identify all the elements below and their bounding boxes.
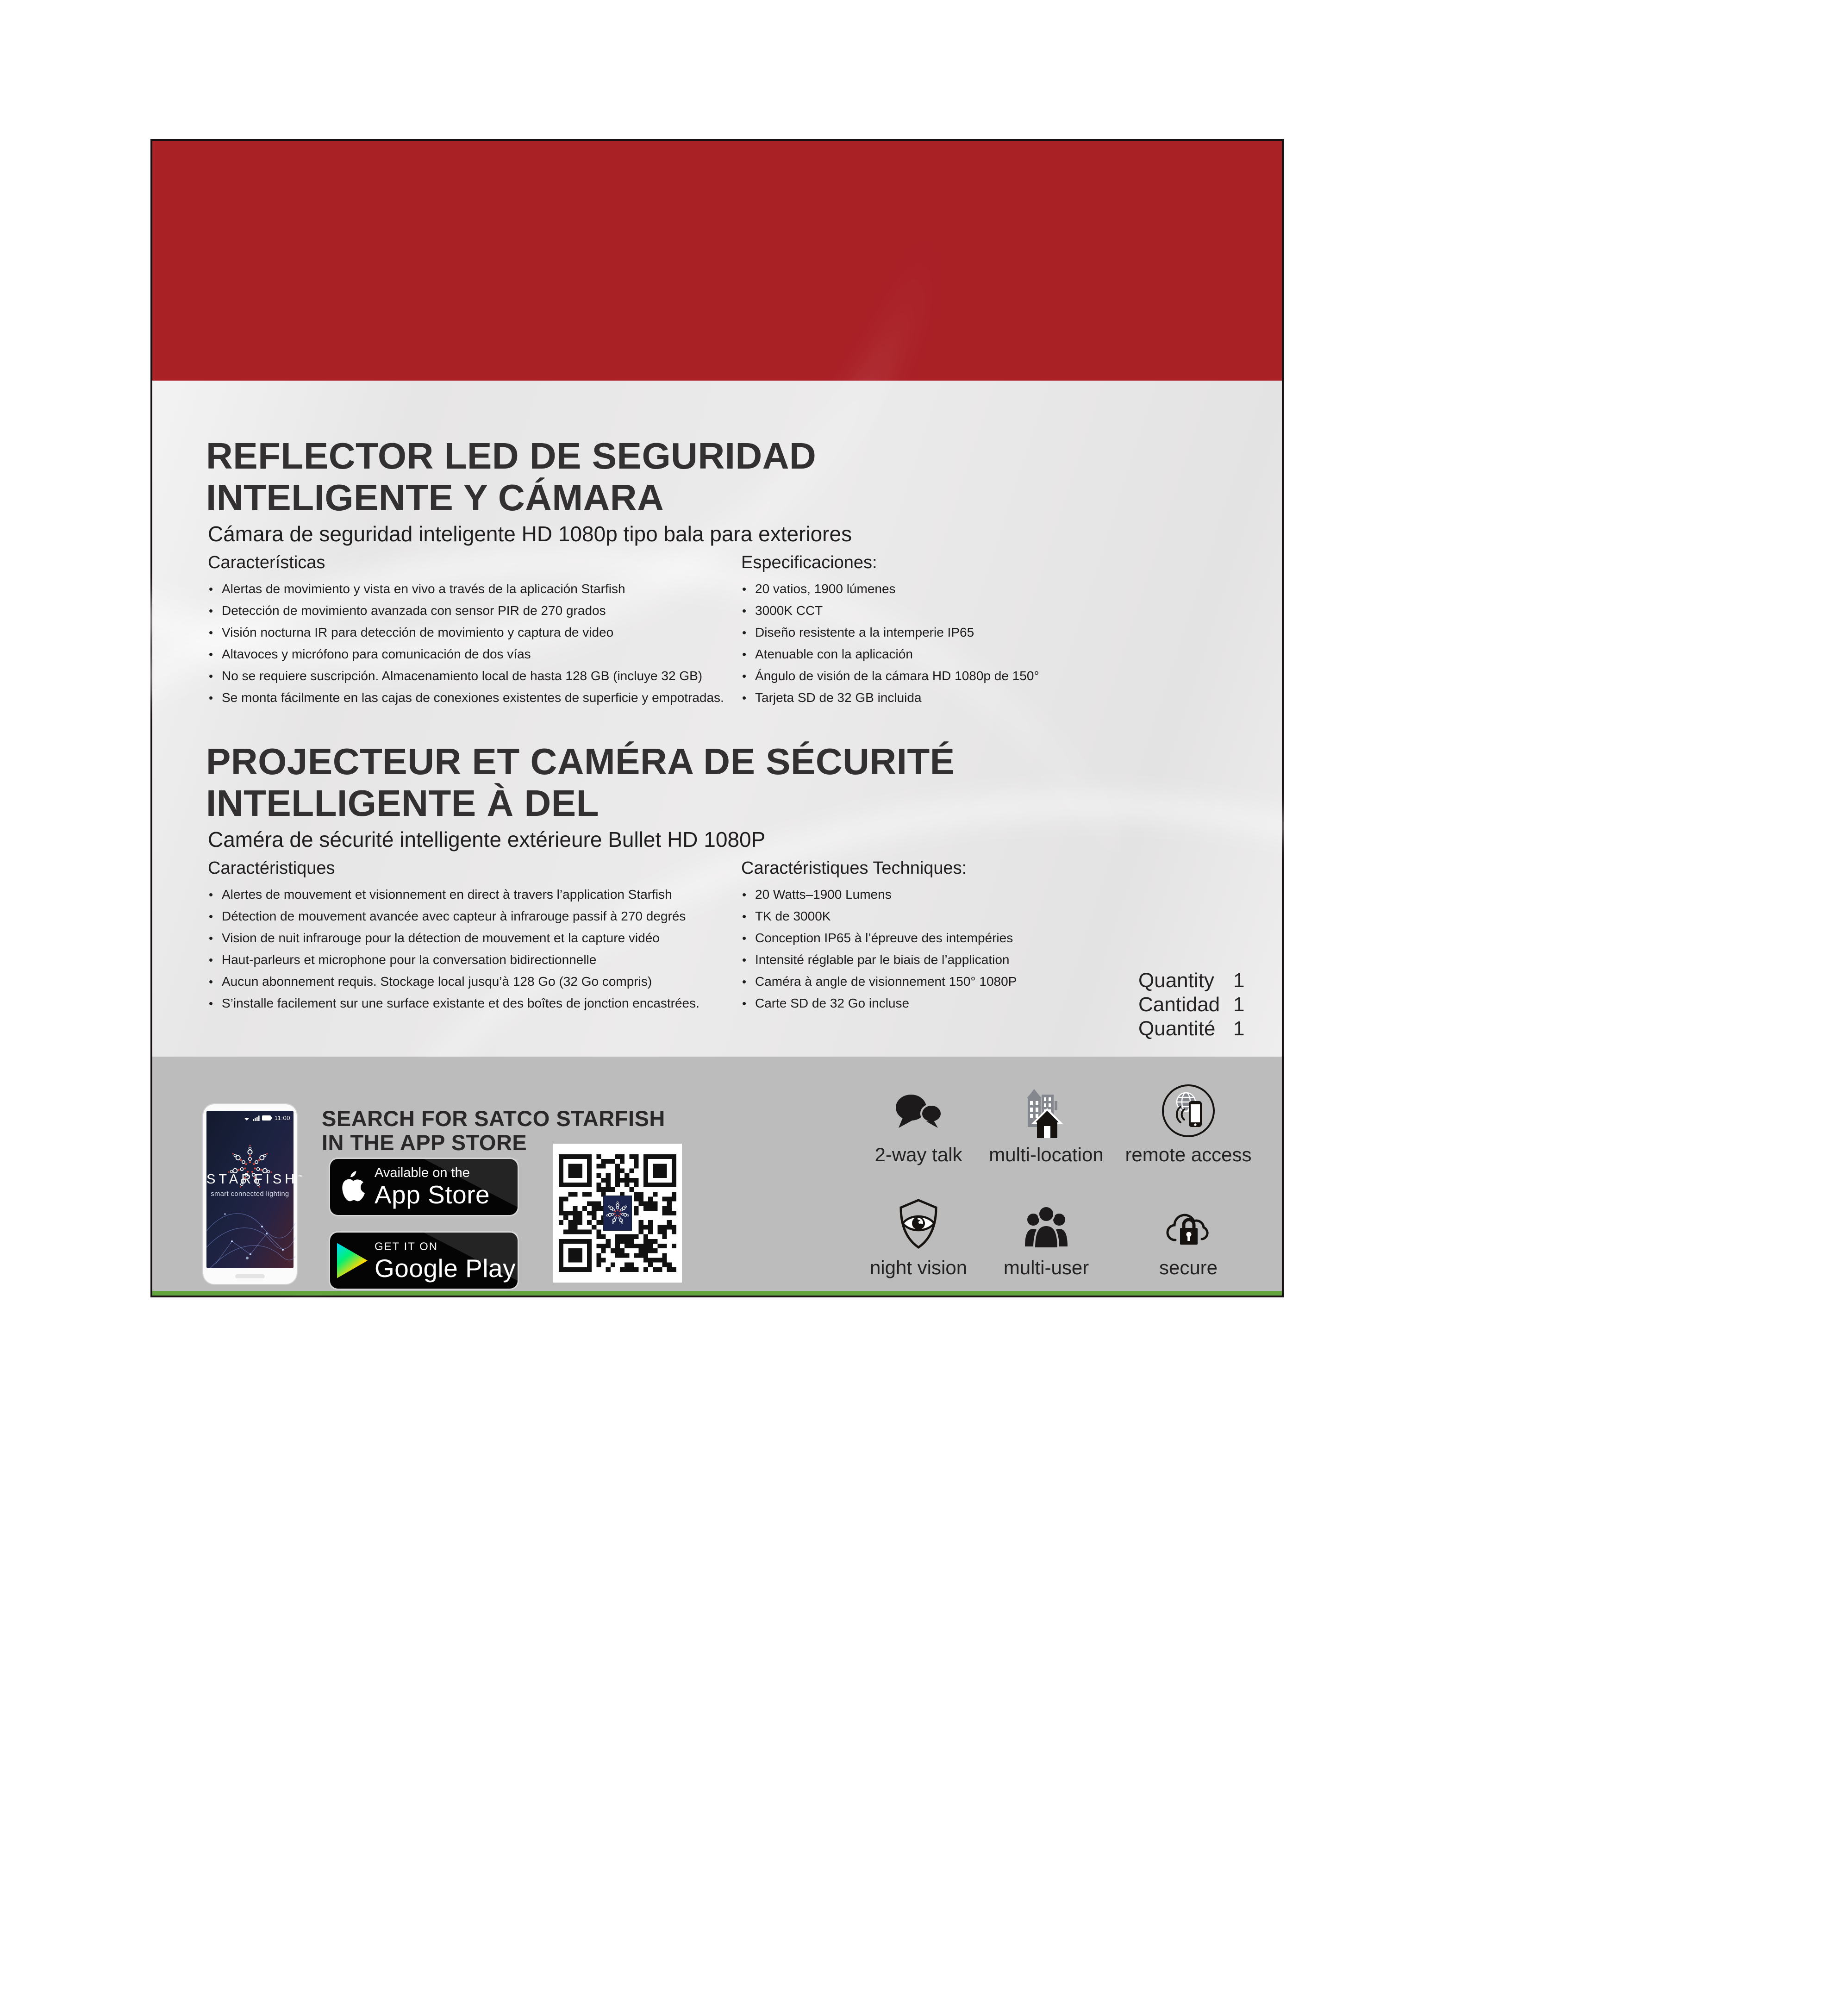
spec-item: • TK de 3000K (741, 909, 1274, 923)
spanish-title (206, 435, 816, 519)
feature-item: • Détection de mouvement avancée avec capteur à infrarouge passif à 270 degrés (208, 909, 740, 923)
quantity-value: 1 (1233, 969, 1245, 992)
feature-two-way-talk (856, 1083, 981, 1166)
french-features-column (208, 858, 740, 1018)
quantity-row (1138, 993, 1244, 1017)
app-store-badge-line2: App Store (375, 1180, 490, 1209)
french-subtitle: Caméra de sécurité intelligente extérieure Bullet HD 1080P (208, 827, 766, 851)
feature-item: • Se monta fácilmente en las cajas de conexiones existentes de superficie y empotradas. (208, 691, 740, 705)
battery-icon (262, 1115, 272, 1121)
french-features-list (208, 888, 740, 1010)
starfish-app-phone-mockup (202, 1103, 303, 1285)
feature-multi-user (979, 1196, 1113, 1279)
night-vision-icon (891, 1196, 946, 1252)
feature-item: • Alertas de movimiento y vista en vivo a través de la aplicación Starfish (208, 582, 740, 596)
package-back-panel (150, 139, 1284, 1297)
google-play-triangle-icon (330, 1243, 375, 1278)
feature-multi-location (979, 1083, 1113, 1166)
spanish-features-heading: Características (208, 553, 325, 572)
plexus-graphic (206, 1199, 295, 1268)
spanish-features-column (208, 553, 740, 713)
spanish-title-line1: REFLECTOR LED DE SEGURIDAD (206, 435, 817, 476)
spec-item: • Diseño resistente a la intemperie IP65 (741, 626, 1274, 639)
google-play-badge-line2: Google Play (375, 1254, 516, 1283)
app-store-badge-line1: Available on the (375, 1165, 470, 1180)
spec-item: • Ángulo de visión de la cámara HD 1080p de 150° (741, 669, 1274, 683)
feature-item: • Visión nocturna IR para detección de movimiento y captura de video (208, 626, 740, 639)
quantity-label: Quantity (1138, 969, 1214, 992)
spanish-subtitle: Cámara de seguridad inteligente HD 1080p tipo bala para exteriores (208, 522, 852, 546)
icon-label: secure (1159, 1257, 1218, 1278)
quantity-label: Quantité (1138, 1017, 1216, 1040)
spec-item: • Carte SD de 32 Go incluse (741, 996, 1274, 1010)
spec-item: • Tarjeta SD de 32 GB incluida (741, 691, 1274, 705)
icon-label: multi-user (1003, 1257, 1089, 1278)
starfish-brand-text: STARFISH™ (206, 1172, 303, 1187)
starfish-tagline: smart connected lighting (211, 1190, 289, 1198)
feature-remote-access (1115, 1083, 1261, 1166)
french-title (206, 741, 955, 824)
secure-icon (1160, 1196, 1217, 1252)
google-play-badge (329, 1231, 519, 1290)
icon-label: night vision (869, 1257, 968, 1278)
brand-red-band (152, 141, 1282, 381)
spec-item: • 3000K CCT (741, 604, 1274, 618)
spanish-specs-list (741, 582, 1274, 705)
spec-item: • Conception IP65 à l’épreuve des intempéries (741, 931, 1274, 945)
spanish-features-list (208, 582, 740, 705)
spec-item: • Intensité réglable par le biais de l’application (741, 953, 1274, 967)
app-search-heading-line2: IN THE APP STORE (322, 1130, 527, 1155)
qr-code (553, 1144, 682, 1283)
french-title-line1: PROJECTEUR ET CAMÉRA DE SÉCURITÉ (206, 741, 955, 782)
app-store-badge (329, 1158, 519, 1216)
multi-location-icon (1018, 1083, 1075, 1139)
quantity-value: 1 (1233, 1017, 1245, 1040)
spanish-specs-heading: Especificaciones: (741, 553, 877, 572)
green-accent-strip (152, 1291, 1282, 1296)
icon-label: 2-way talk (874, 1144, 962, 1165)
feature-night-vision (856, 1196, 981, 1279)
spec-item: • 20 Watts–1900 Lumens (741, 888, 1274, 902)
feature-item: • Aucun abonnement requis. Stockage local jusqu’à 128 Go (32 Go compris) (208, 975, 740, 989)
feature-item: • Haut-parleurs et microphone pour la conversation bidirectionnelle (208, 953, 740, 967)
multi-user-icon (1018, 1196, 1075, 1252)
spec-item: • Caméra à angle de visionnement 150° 1080P (741, 975, 1274, 989)
french-features-heading: Caractéristiques (208, 858, 335, 878)
feature-item: • Alertes de mouvement et visionnement en direct à travers l’application Starfish (208, 888, 740, 902)
icon-label: remote access (1125, 1144, 1252, 1165)
apple-logo-icon (330, 1169, 375, 1206)
feature-item: • No se requiere suscripción. Almacenamiento local de hasta 128 GB (incluye 32 GB) (208, 669, 740, 683)
feature-item: • Vision de nuit infrarouge pour la détection de mouvement et la capture vidéo (208, 931, 740, 945)
trademark-symbol: ™ (298, 1174, 303, 1180)
wifi-icon (243, 1115, 250, 1121)
signal-bars-icon (253, 1115, 260, 1121)
two-way-talk-icon (891, 1083, 946, 1139)
french-specs-heading: Caractéristiques Techniques: (741, 858, 967, 878)
qr-center-starfish-logo (604, 1196, 631, 1230)
feature-item: • Altavoces y micrófono para comunicación de dos vías (208, 647, 740, 661)
google-play-badge-line1: GET IT ON (375, 1240, 438, 1253)
remote-access-icon (1160, 1083, 1217, 1139)
feature-secure (1115, 1196, 1261, 1279)
quantity-row (1138, 1017, 1244, 1041)
feature-item: • Detección de movimiento avanzada con sensor PIR de 270 grados (208, 604, 740, 618)
phone-status-bar (243, 1114, 290, 1121)
quantity-value: 1 (1233, 993, 1245, 1016)
french-title-line2: INTELLIGENTE À DEL (206, 783, 599, 824)
quantity-row (1138, 969, 1244, 993)
quantity-block (1138, 969, 1244, 1041)
spanish-specs-column (741, 553, 1274, 713)
icon-label: multi-location (989, 1144, 1104, 1165)
spec-item: • 20 vatios, 1900 lúmenes (741, 582, 1274, 596)
quantity-label: Cantidad (1138, 993, 1220, 1016)
feature-item: • S’installe facilement sur une surface existante et des boîtes de jonction encastrées. (208, 996, 740, 1010)
phone-screen (206, 1111, 303, 1268)
spec-item: • Atenuable con la aplicación (741, 647, 1274, 661)
phone-home-button (235, 1274, 265, 1278)
phone-time: 11:00 (274, 1114, 290, 1121)
app-search-heading-line1: SEARCH FOR SATCO STARFISH (322, 1106, 665, 1131)
spanish-title-line2: INTELIGENTE Y CÁMARA (206, 477, 664, 518)
